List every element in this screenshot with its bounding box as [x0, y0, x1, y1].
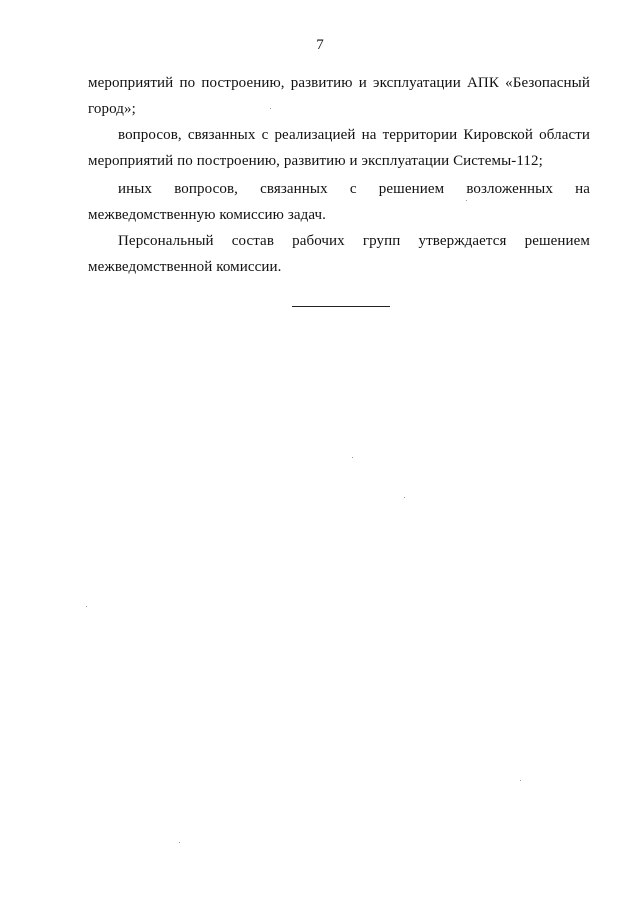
paragraph-1-line-1: мероприятий по построению, развитию и эксплуатации АПК «Безопасный: [88, 75, 590, 91]
paragraph-2-line-1: вопросов, связанных с реализацией на территории Кировской области: [118, 127, 590, 143]
scan-speck: [520, 780, 521, 781]
paragraph-2-line-2: мероприятий по построению, развитию и эксплуатации Системы-112;: [88, 153, 543, 169]
end-separator-line: [292, 306, 390, 307]
paragraph-3-line-2: межведомственную комиссию задач.: [88, 207, 327, 223]
paragraph-4-line-2: межведомственной комиссии.: [88, 259, 282, 275]
paragraph-4-line-1: Персональный состав рабочих групп утверждается решением: [118, 233, 590, 249]
scan-speck: [352, 457, 353, 458]
scan-speck: [179, 842, 180, 843]
scan-speck: [466, 200, 467, 201]
page-number: 7: [316, 37, 324, 53]
scan-speck: [270, 108, 271, 109]
paragraph-3-line-1: иных вопросов, связанных с решением возложенных на: [118, 181, 590, 197]
scan-speck: [404, 497, 405, 498]
paragraph-1-line-2: город»;: [88, 101, 136, 117]
scan-speck: [86, 606, 87, 607]
